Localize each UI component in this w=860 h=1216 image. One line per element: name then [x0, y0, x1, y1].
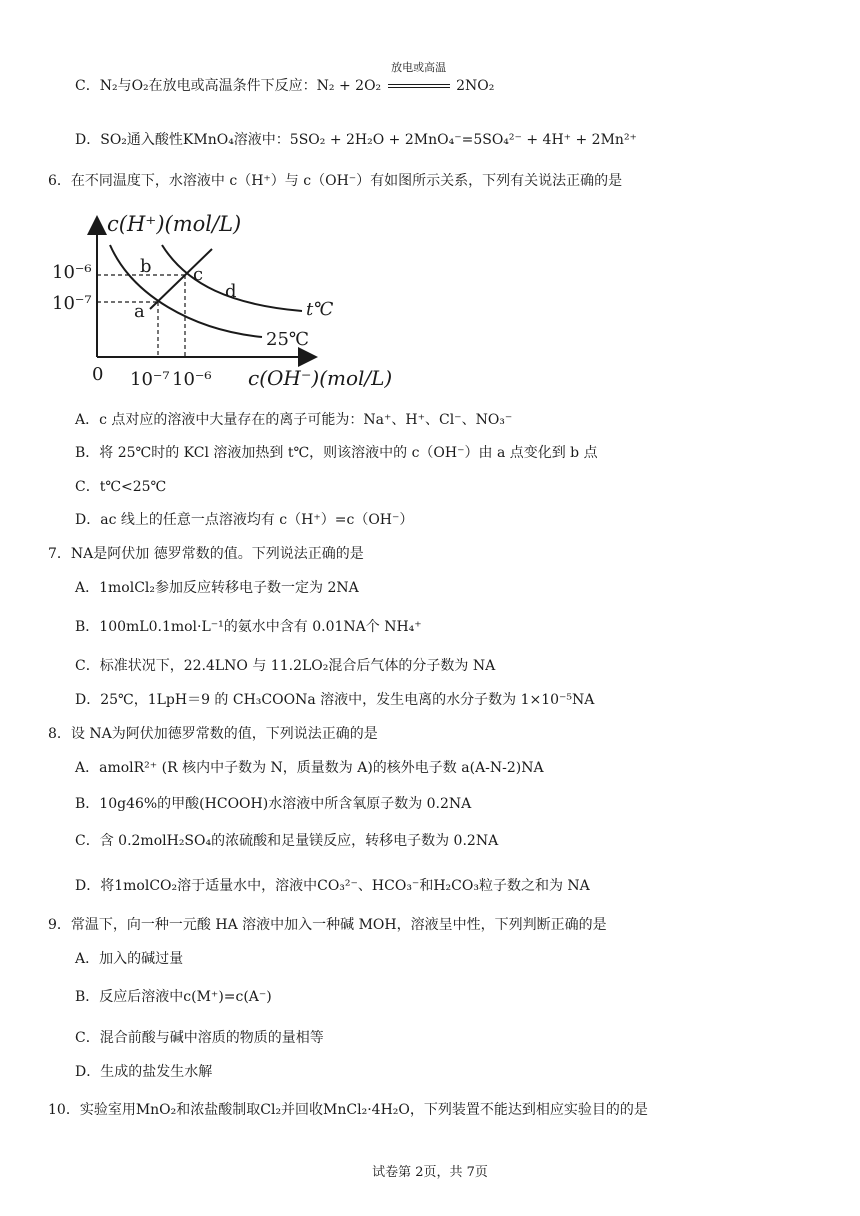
q5-option-d: D．SO₂通入酸性KMnO₄溶液中：5SO₂ + 2H₂O + 2MnO₄⁻=5SO₄²⁻ + 4H⁺ + 2Mn²⁺ [75, 132, 637, 148]
point-d: d [225, 281, 237, 302]
y-axis-label: c(H⁺)(mol/L) [107, 212, 242, 236]
q9-stem: 9．常温下，向一种一元酸 HA 溶液中加入一种碱 MOH，溶液呈中性，下列判断正确的是 [48, 917, 607, 933]
q5c-product: 2NO₂ [456, 78, 495, 94]
origin-label: 0 [92, 364, 104, 385]
curve-label-t: t℃ [306, 299, 334, 320]
ion-product-graph [52, 205, 402, 395]
q6-option-a: A．c 点对应的溶液中大量存在的离子可能为：Na⁺、H⁺、Cl⁻、NO₃⁻ [75, 412, 513, 428]
q7-stem: 7．NA是阿伏加 德罗常数的值。下列说法正确的是 [48, 546, 364, 562]
q9-option-c: C．混合前酸与碱中溶质的物质的量相等 [75, 1030, 324, 1046]
x-tick-1: 10⁻⁷ [130, 369, 170, 390]
q9-option-b: B．反应后溶液中c(M⁺)=c(A⁻) [75, 989, 272, 1005]
q6-option-d: D．ac 线上的任意一点溶液均有 c（H⁺）=c（OH⁻） [75, 512, 414, 528]
reaction-condition-arrow [386, 61, 452, 96]
q8-option-d: D．将1molCO₂溶于适量水中，溶液中CO₃²⁻、HCO₃⁻和H₂CO₃粒子数之和为 NA [75, 878, 590, 894]
q8-stem: 8．设 NA为阿伏加德罗常数的值，下列说法正确的是 [48, 726, 378, 742]
q7-option-c: C．标准状况下，22.4LNO 与 11.2LO₂混合后气体的分子数为 NA [75, 658, 496, 674]
y-tick-1: 10⁻⁶ [52, 262, 92, 283]
curve-label-25: 25℃ [266, 329, 310, 350]
q8-option-b: B．10g46%的甲酸(HCOOH)水溶液中所含氧原子数为 0.2NA [75, 796, 472, 812]
curve-25c [110, 245, 262, 337]
point-c: c [193, 264, 204, 285]
q6-option-c: C．t℃<25℃ [75, 479, 167, 495]
q5-option-c [75, 61, 495, 96]
q9-option-d: D．生成的盐发生水解 [75, 1064, 213, 1080]
y-tick-2: 10⁻⁷ [52, 293, 92, 314]
q8-option-c: C．含 0.2molH₂SO₄的浓硫酸和足量镁反应，转移电子数为 0.2NA [75, 833, 499, 849]
q6-option-b: B．将 25℃时的 KCl 溶液加热到 t℃，则该溶液中的 c（OH⁻）由 a 点变化到 b 点 [75, 445, 598, 461]
q10-stem: 10．实验室用MnO₂和浓盐酸制取Cl₂并回收MnCl₂·4H₂O，下列装置不能达到相应实验目的的是 [48, 1102, 648, 1118]
q6-stem: 6．在不同温度下，水溶液中 c（H⁺）与 c（OH⁻）有如图所示关系，下列有关说法正确的是 [48, 173, 623, 189]
point-b: b [140, 256, 152, 277]
x-tick-2: 10⁻⁶ [172, 369, 212, 390]
point-a: a [134, 301, 145, 322]
q8-option-a: A．amolR²⁺ (R 核内中子数为 N，质量数为 A)的核外电子数 a(A-N-2)NA [75, 760, 544, 776]
q7-option-a: A．1molCl₂参加反应转移电子数一定为 2NA [75, 580, 359, 596]
x-axis-label: c(OH⁻)(mol/L) [248, 366, 393, 390]
reaction-condition: 放电或高温 [391, 61, 447, 74]
page-footer: 试卷第 2页，共 7页 [372, 1165, 488, 1180]
q5c-text: C．N₂与O₂在放电或高温条件下反应：N₂ + 2O₂ [75, 78, 382, 94]
q7-option-b: B．100mL0.1mol·L⁻¹的氨水中含有 0.01NA个 NH₄⁺ [75, 619, 422, 635]
q9-option-a: A．加入的碱过量 [75, 951, 184, 967]
q7-option-d: D．25℃，1LpH＝9 的 CH₃COONa 溶液中，发生电离的水分子数为 1×10⁻⁵NA [75, 692, 595, 708]
